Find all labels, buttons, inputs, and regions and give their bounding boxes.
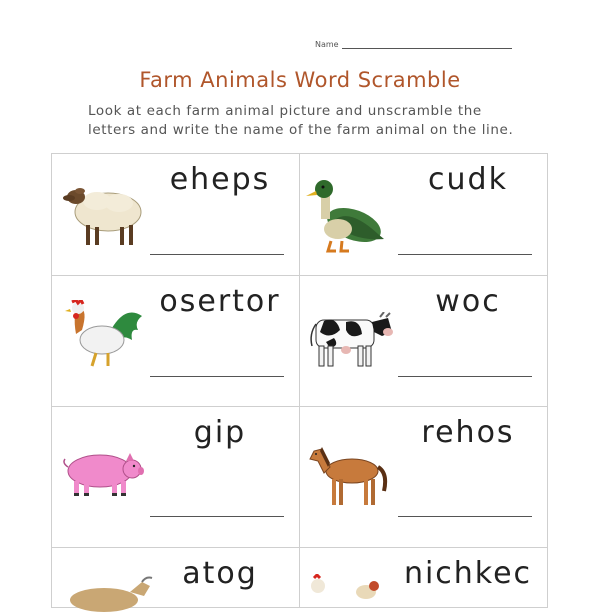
name-field — [315, 40, 512, 49]
page-title: Farm Animals Word Scramble — [139, 68, 461, 92]
grid-row — [52, 407, 548, 548]
scramble-cell-pig — [52, 407, 300, 548]
scramble-cell-duck — [300, 154, 548, 276]
scramble-cell-sheep — [52, 154, 300, 276]
answer-line[interactable] — [398, 254, 532, 255]
pig-icon — [60, 449, 144, 499]
scramble-cell-rooster — [52, 276, 300, 407]
scramble-cell-goat — [52, 548, 300, 608]
scrambled-word: woc — [435, 284, 501, 319]
sheep-icon — [62, 179, 144, 251]
name-label: Name — [315, 40, 339, 49]
scrambled-word: atog — [182, 556, 258, 591]
scramble-cell-chicken — [300, 548, 548, 608]
answer-line[interactable] — [398, 376, 532, 377]
scrambled-word: rehos — [421, 415, 515, 450]
scrambled-word: nichkec — [403, 556, 533, 591]
scrambled-word: osertor — [159, 284, 281, 319]
scramble-grid — [51, 153, 548, 608]
rooster-icon — [64, 300, 144, 370]
goat-icon — [64, 576, 154, 616]
grid-row — [52, 154, 548, 276]
scrambled-word: gip — [193, 415, 247, 450]
instructions: Look at each farm animal picture and unscramble the letters and write the name of the farm animal on the line. — [88, 103, 514, 138]
scramble-cell-cow — [300, 276, 548, 407]
horse-icon — [308, 443, 388, 509]
chicken-icon — [306, 574, 390, 614]
answer-line[interactable] — [150, 254, 284, 255]
scrambled-word: cudk — [428, 162, 508, 197]
duck-icon — [306, 179, 392, 254]
scrambled-word: eheps — [169, 162, 271, 197]
answer-line[interactable] — [398, 516, 532, 517]
name-line[interactable] — [342, 40, 512, 49]
answer-line[interactable] — [150, 516, 284, 517]
grid-row — [52, 276, 548, 407]
cow-icon — [306, 312, 394, 370]
answer-line[interactable] — [150, 376, 284, 377]
scramble-cell-horse — [300, 407, 548, 548]
grid-row — [52, 548, 548, 608]
